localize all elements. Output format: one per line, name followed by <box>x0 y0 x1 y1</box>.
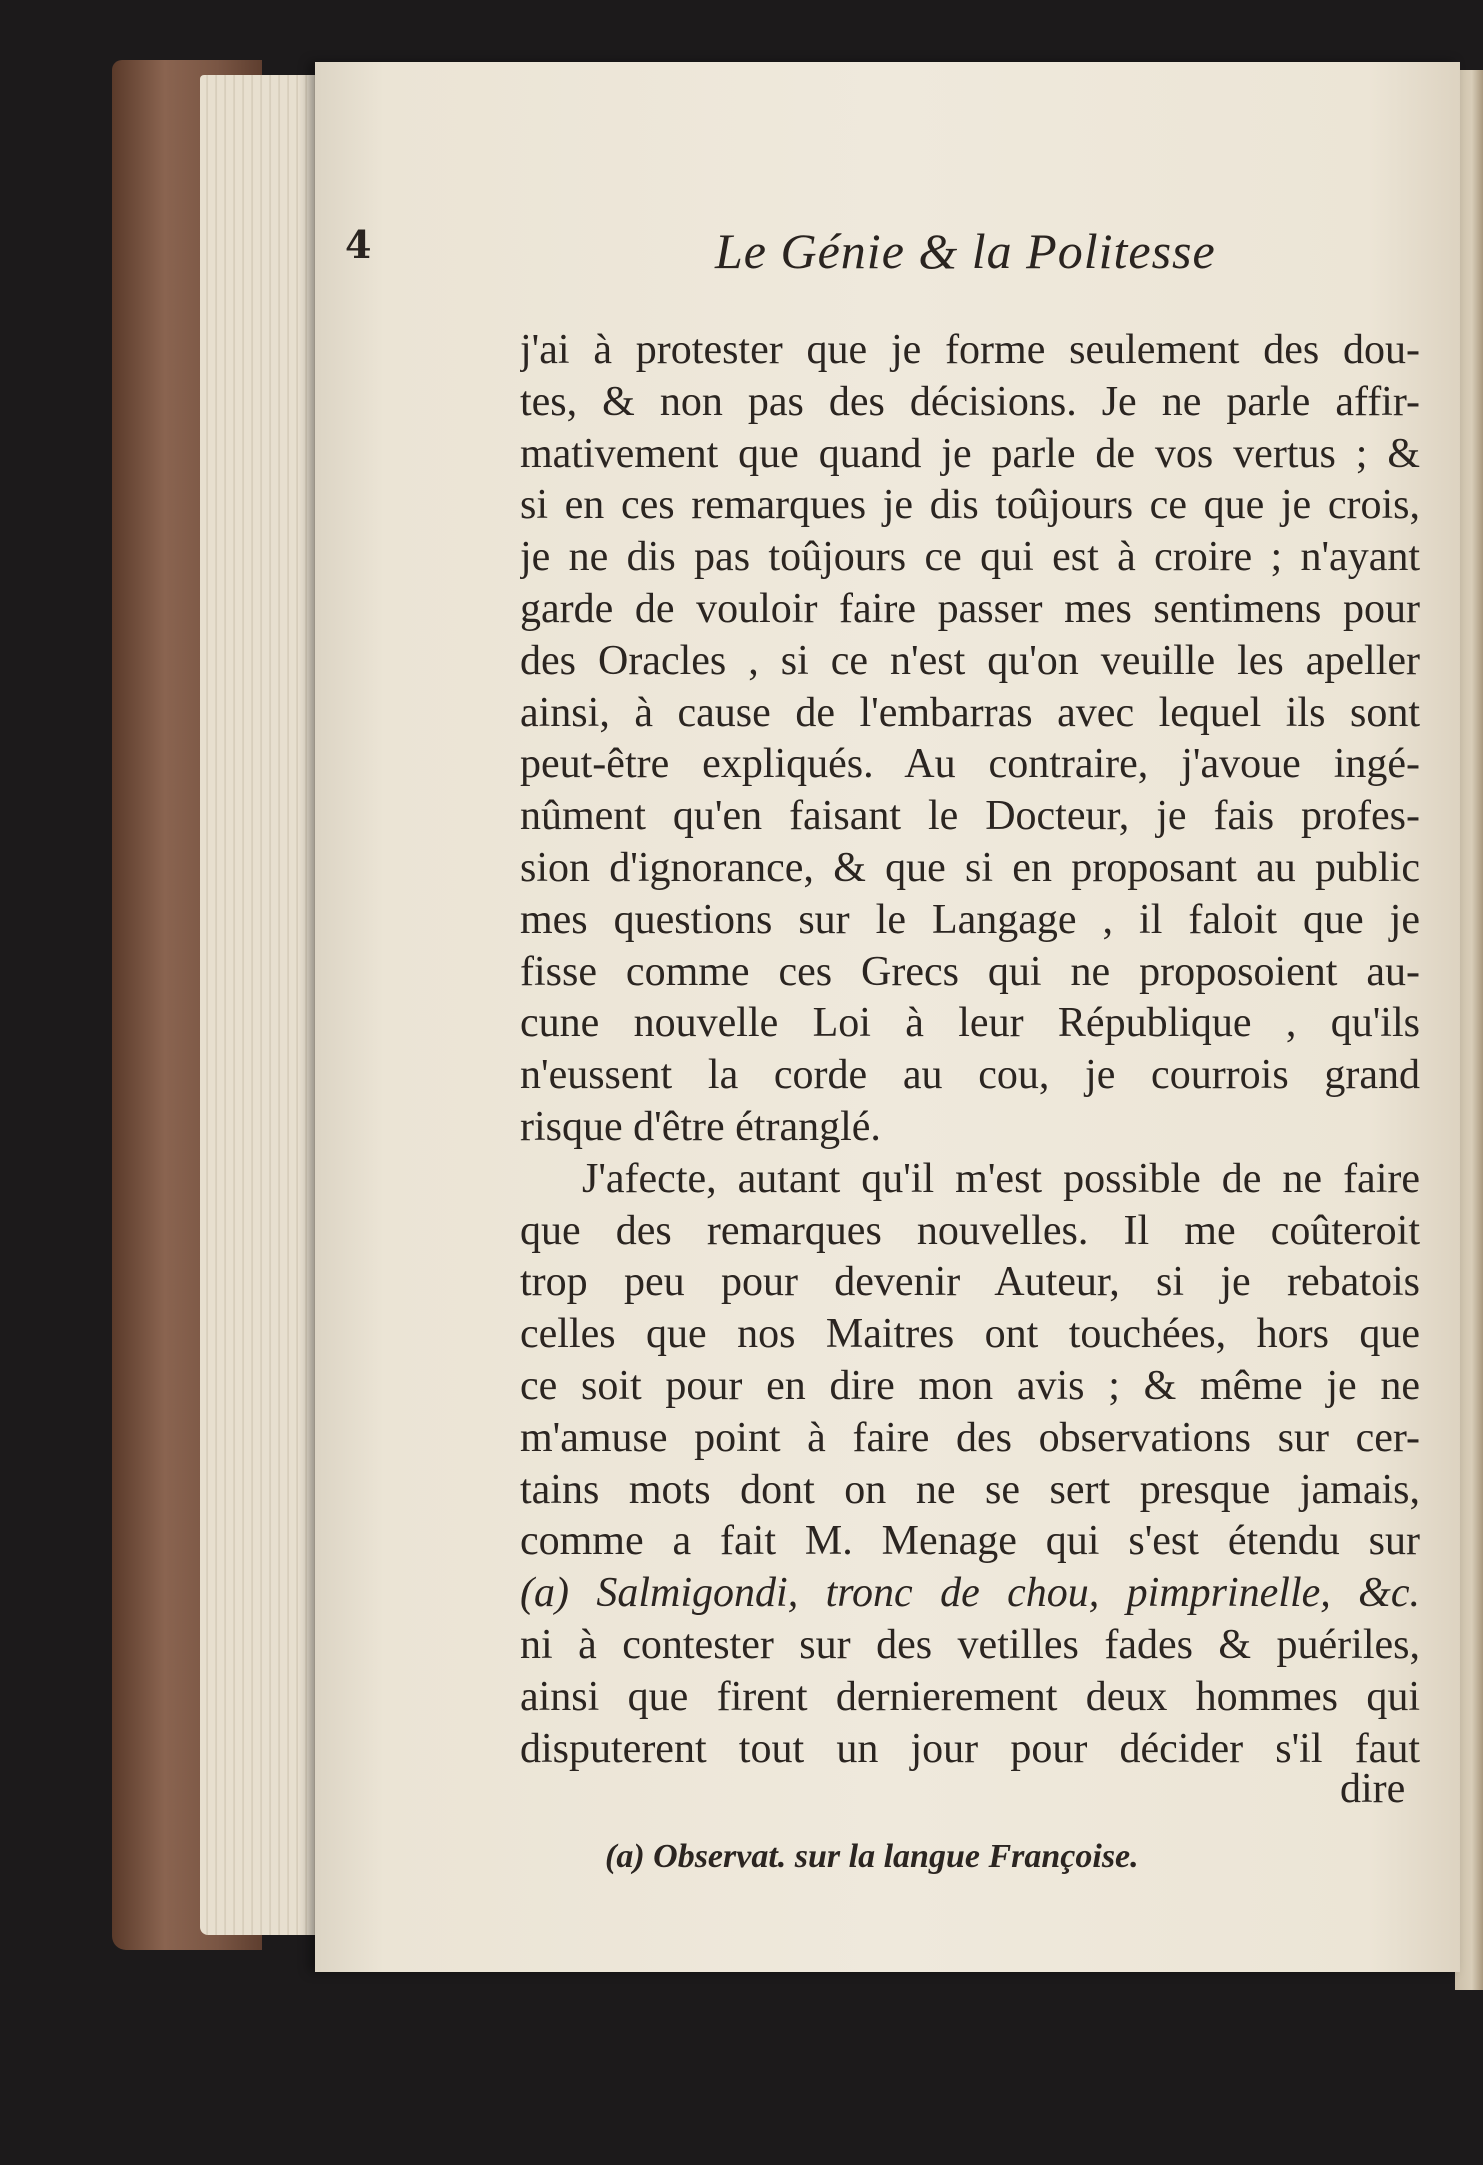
text-line: que des remarques nouvelles. Il me coûteroit <box>520 1207 1420 1254</box>
text-line: tains mots dont on ne se sert presque jamais, <box>520 1466 1420 1513</box>
text-line: si en ces remarques je dis toûjours ce que je crois, <box>520 482 1420 529</box>
text-line: m'amuse point à faire des observations sur cer- <box>520 1414 1420 1461</box>
text-line: garde de vouloir faire passer mes sentimens pour <box>520 585 1420 632</box>
text-line: tes, & non pas des décisions. Je ne parle affir- <box>520 378 1420 425</box>
footnote: (a) Observat. sur la langue Françoise. <box>605 1838 1139 1875</box>
text-line: ainsi que firent dernierement deux hommes qui <box>520 1673 1420 1720</box>
text-line: ainsi, à cause de l'embarras avec lequel ils sont <box>520 689 1420 736</box>
body-text <box>520 325 1420 1775</box>
text-line: peut-être expliqués. Au contraire, j'avoue ingé- <box>520 741 1420 788</box>
page-stack-edges <box>200 75 320 1935</box>
text-line: n'eussent la corde au cou, je courrois grand <box>520 1052 1420 1099</box>
catchword: dire <box>1340 1766 1406 1812</box>
text-line: J'afecte, autant qu'il m'est possible de ne faire <box>582 1155 1420 1202</box>
text-line: fisse comme ces Grecs qui ne proposoient au- <box>520 948 1420 995</box>
text-line: comme a fait M. Menage qui s'est étendu sur <box>520 1518 1420 1565</box>
text-line: ce soit pour en dire mon avis ; & même je ne <box>520 1362 1420 1409</box>
text-line: disputerent tout un jour pour décider s'il faut <box>520 1725 1420 1772</box>
text-line: risque d'être étranglé. <box>520 1103 881 1150</box>
text-line-italic: (a) Salmigondi, tronc de chou, pimprinelle, &c. <box>520 1570 1420 1617</box>
text-line: mativement que quand je parle de vos vertus ; & <box>520 430 1420 477</box>
text-line: mes questions sur le Langage , il faloit que je <box>520 896 1420 943</box>
text-line: je ne dis pas toûjours ce qui est à croire ; n'ayant <box>520 534 1420 581</box>
page-number: 4 <box>345 222 372 267</box>
text-line: sion d'ignorance, & que si en proposant au public <box>520 844 1420 891</box>
text-line: trop peu pour devenir Auteur, si je rebatois <box>520 1259 1420 1306</box>
text-line: nûment qu'en faisant le Docteur, je fais profes- <box>520 793 1420 840</box>
text-line: des Oracles , si ce n'est qu'on veuille les apeller <box>520 637 1420 684</box>
text-line: j'ai à protester que je forme seulement des dou- <box>520 327 1420 373</box>
page-header <box>345 222 1405 282</box>
text-line: ni à contester sur des vetilles fades & puériles, <box>520 1621 1420 1668</box>
running-head: Le Génie & la Politesse <box>715 223 1216 279</box>
text-line: celles que nos Maitres ont touchées, hors que <box>520 1311 1420 1358</box>
text-line: cune nouvelle Loi à leur République , qu'ils <box>520 1000 1420 1047</box>
